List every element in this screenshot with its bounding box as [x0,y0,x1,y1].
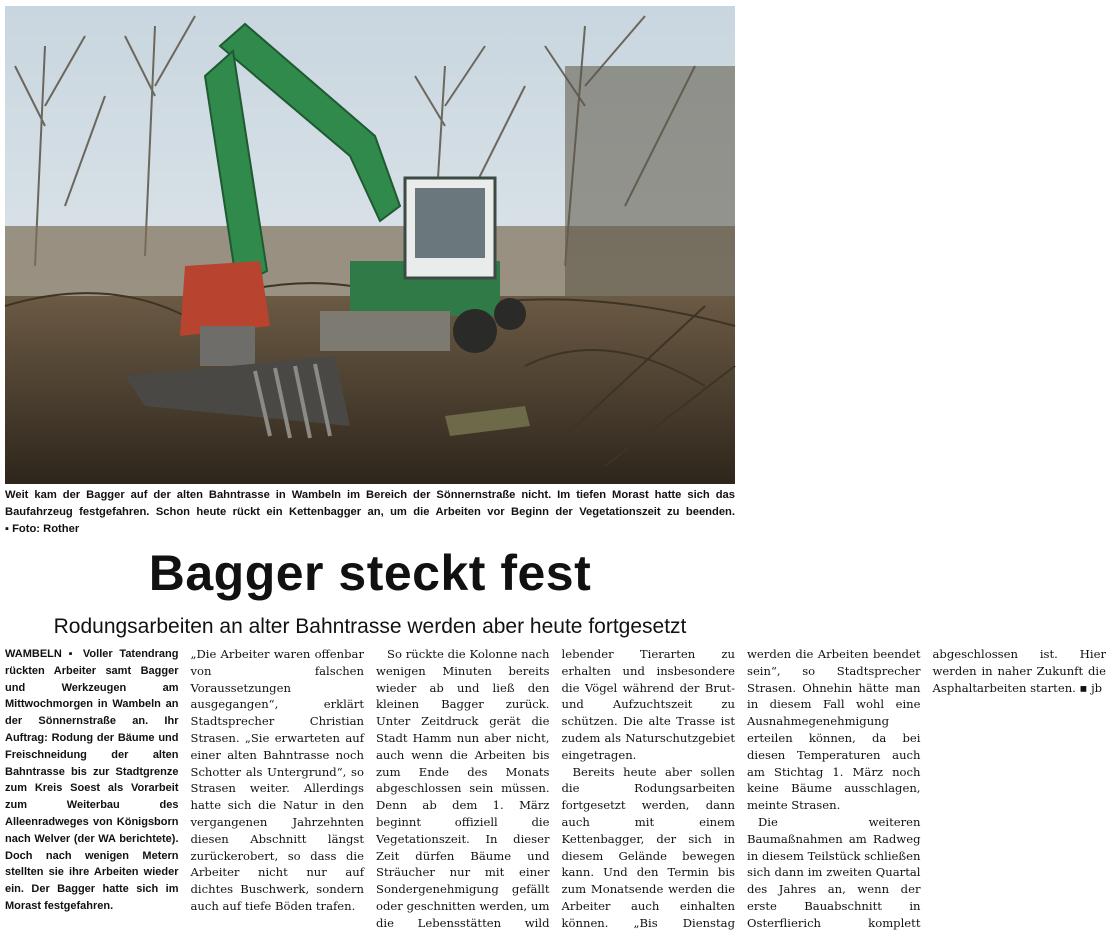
excavator-illustration [5,6,735,484]
photo-credit: ▪ Foto: Rother [5,523,80,535]
article-paragraph: Bereits heute aber sollen die Rodungsarbeiten fortgesetzt werden, dann auch mit einem Kettenbagger, der sich in diesem Gelände bewegen kann. Und den Termin bis zum Monatsende werden die Arbeiter auch einhalten können. „Bis Dienstag werden die Arbeiten beendet sein“, so Stadtsprecher Strasen. Ohnehin hätte man in diesem Fall wohl eine Ausnahmegenehmigung erteilen können, da bei diesen Temperaturen auch am Stichtag 1. März noch keine Bäume ausschlagen, meinte Strasen. [561,647,921,930]
article-paragraph: Die weiteren Baumaßnahmen am Radweg in diesem Teilstück schließen sich dann im zweiten Quartal des Jahres an, wenn der erste Bauabschnitt in Osterflierich komplett abgeschlossen ist. Hier werden in naher Zukunft die Asphaltarbeiten starten. ▪ jb [747,647,1106,930]
article-paragraph: „Die Arbeiter waren offenbar von falschen Voraussetzungen ausgegangen“, erklärt Stadtsprecher Christian Strasen. „Sie erwarteten auf einer alten Bahntrasse noch Schotter als Untergrund“, so Strasen weiter. Allerdings hatte sich die Natur in den vergangenen Jahrzehnten diesen Abschnitt längst zurückerobert, so dass die Arbeiter nicht nur auf dichtes Buschwerk, sondern auch auf tiefe Böden trafen. [190,647,364,913]
subheadline: Rodungsarbeiten an alter Bahntrasse werden aber heute fortgesetzt [53,615,687,638]
photo-caption [5,487,735,538]
headline: Bagger steckt fest [148,545,592,601]
excavator-photo [5,6,735,484]
caption-text: Weit kam der Bagger auf der alten Bahntrasse in Wambeln im Bereich der Sönnernstraße nicht. Im tiefen Morast hatte sich das Baufahrzeug festgefahren. Schon heute rückt ein Kettenbagger an, um die Arbeiten vor Beginn der Vegetationszeit zu beenden. [5,489,735,518]
article-body [5,646,1106,940]
article-lead: WAMBELN ▪ Voller Tatendrang rückten Arbeiter samt Bagger und Werkzeugen am Mittwochmorgen in Wambeln an der Sönnernstraße an. Ihr Auftrag: Rodung der Bäume und Freischneidung der alten Bahntrasse bis zur Stadtgrenze zum Kreis Soest als Vorarbeit zum Weiterbau des Alleenradweges von Königsborn nach Welver (der WA berichtete). Doch nach wenigen Metern stellten sie ihre Arbeiten wieder ein. Der Bagger hatte sich im Morast festgefahren. [5,648,179,912]
article-paragraph: So rückte die Kolonne nach wenigen Minuten bereits wieder ab und ließ den kleinen Bagger zurück. Unter Zeitdruck gerät die Stadt Hamm nun aber nicht, auch wenn die Arbeiten bis zum Ende des Monats abgeschlossen sein müssen. Denn ab dem 1. März beginnt offiziell die Vegetationszeit. In dieser Zeit dürfen Bäume und Sträucher nur mit einer Sondergenehmigung gefällt oder geschnitten werden, um die Lebensstätten wild lebender Tierarten zu erhalten und insbesondere die Vögel während der Brut- und Aufzuchtszeit zu schützen. Die alte Trasse ist zudem als Naturschutzgebiet eingetragen. [376,647,735,930]
